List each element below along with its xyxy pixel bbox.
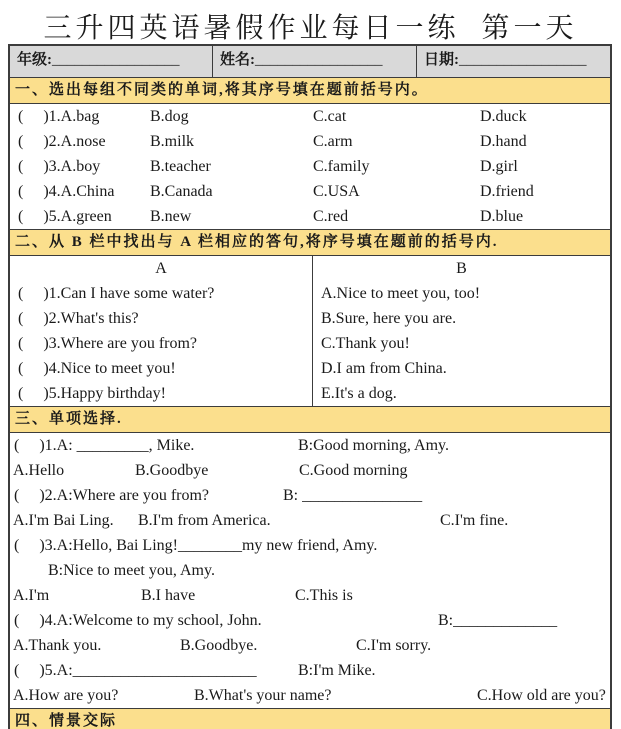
question-row — [10, 104, 610, 129]
date-field — [417, 46, 610, 77]
question-text: ( )3.A:Hello, Bai Ling!________my new friend, Amy. — [14, 537, 378, 554]
q5-option-b: B.new — [150, 208, 192, 225]
section-1-header: 一、选出每组不同类的单词,将其序号填在题前括号内。 — [10, 77, 610, 104]
match-answer: D.I am from China. — [321, 360, 447, 377]
question-row — [10, 129, 610, 154]
name-blank: _________________ — [255, 52, 383, 68]
option-text: B.I'm from America. — [138, 512, 271, 529]
mc-question-line — [10, 558, 610, 583]
mc-question-line — [10, 533, 610, 558]
option-text: A.I'm Bai Ling. — [13, 512, 114, 529]
column-a-header: A — [155, 260, 167, 277]
mc-question-line — [10, 608, 610, 633]
q4-option-d: D.friend — [480, 183, 534, 200]
mc-options-line — [10, 583, 610, 608]
q1-option-d: D.duck — [480, 108, 527, 125]
page-title: 三升四英语暑假作业每日一练 第一天 — [43, 13, 578, 44]
column-a — [10, 256, 313, 406]
section-2-body — [10, 256, 610, 406]
grade-label: 年级: — [17, 52, 52, 68]
name-field — [213, 46, 417, 77]
q4-option-a: ( )4.A.China — [18, 183, 115, 200]
mc-options-line — [10, 458, 610, 483]
question-text: B:Good morning, Amy. — [298, 437, 449, 454]
section-2-header: 二、从 B 栏中找出与 A 栏相应的答句,将序号填在题前的括号内. — [10, 229, 610, 256]
option-text: C.I'm sorry. — [356, 637, 432, 654]
q2-option-a: ( )2.A.nose — [18, 133, 106, 150]
q3-option-d: D.girl — [480, 158, 518, 175]
option-text: A.I'm — [13, 587, 50, 604]
question-text: B:_____________ — [438, 612, 558, 629]
option-text: C.I'm fine. — [440, 512, 509, 529]
mc-question-line — [10, 433, 610, 458]
question-row — [10, 204, 610, 229]
option-text: B.What's your name? — [194, 687, 332, 704]
q4-option-b: B.Canada — [150, 183, 213, 200]
grade-blank: _________________ — [52, 52, 180, 68]
q3-option-c: C.family — [313, 158, 370, 175]
mc-question-line — [10, 658, 610, 683]
option-text: A.How are you? — [13, 687, 119, 704]
q2-option-b: B.milk — [150, 133, 195, 150]
question-text: B:I'm Mike. — [298, 662, 376, 679]
mc-options-line — [10, 683, 610, 708]
column-b — [313, 256, 610, 406]
q2-option-d: D.hand — [480, 133, 527, 150]
q3-option-a: ( )3.A.boy — [18, 158, 101, 175]
question-text: ( )1.A: _________, Mike. — [14, 437, 195, 454]
date-label: 日期: — [424, 52, 459, 68]
option-text: B.I have — [141, 587, 196, 604]
q3-option-b: B.teacher — [150, 158, 211, 175]
match-question: ( )5.Happy birthday! — [18, 385, 166, 402]
q5-option-d: D.blue — [480, 208, 524, 225]
mc-options-line — [10, 633, 610, 658]
section-3-body — [10, 433, 610, 708]
grade-field — [10, 46, 213, 77]
q1-option-a: ( )1.A.bag — [18, 108, 100, 125]
option-text: A.Thank you. — [13, 637, 102, 654]
question-text: ( )4.A:Welcome to my school, John. — [14, 612, 262, 629]
question-text: ( )5.A:_______________________ — [14, 662, 257, 679]
match-question: ( )2.What's this? — [18, 310, 139, 327]
match-answer: B.Sure, here you are. — [321, 310, 457, 327]
match-question: ( )1.Can I have some water? — [18, 285, 215, 302]
mc-options-line — [10, 508, 610, 533]
option-text: B.Goodbye — [135, 462, 209, 479]
match-answer: E.It's a dog. — [321, 385, 397, 402]
question-row — [10, 154, 610, 179]
name-label: 姓名: — [220, 52, 255, 68]
question-row — [10, 179, 610, 204]
section-4-header: 四、情景交际 — [10, 708, 610, 729]
match-answer: A.Nice to meet you, too! — [321, 285, 481, 302]
q1-option-b: B.dog — [150, 108, 189, 125]
info-row — [10, 46, 610, 77]
column-b-header: B — [456, 260, 467, 277]
option-text: C.Good morning — [299, 462, 408, 479]
match-answer: C.Thank you! — [321, 335, 410, 352]
q5-option-a: ( )5.A.green — [18, 208, 112, 225]
q4-option-c: C.USA — [313, 183, 360, 200]
section-1-body — [10, 104, 610, 229]
question-text: B:Nice to meet you, Amy. — [48, 562, 215, 579]
match-question: ( )4.Nice to meet you! — [18, 360, 176, 377]
match-question: ( )3.Where are you from? — [18, 335, 198, 352]
question-text: B: _______________ — [283, 487, 423, 504]
option-text: B.Goodbye. — [180, 637, 258, 654]
option-text: C.How old are you? — [477, 687, 606, 704]
q5-option-c: C.red — [313, 208, 349, 225]
date-blank: _________________ — [459, 52, 587, 68]
option-text: A.Hello — [13, 462, 65, 479]
mc-question-line — [10, 483, 610, 508]
section-3-header: 三、单项选择. — [10, 406, 610, 433]
q1-option-c: C.cat — [313, 108, 347, 125]
question-text: ( )2.A:Where are you from? — [14, 487, 210, 504]
option-text: C.This is — [295, 587, 353, 604]
q2-option-c: C.arm — [313, 133, 353, 150]
worksheet-table — [8, 44, 612, 729]
